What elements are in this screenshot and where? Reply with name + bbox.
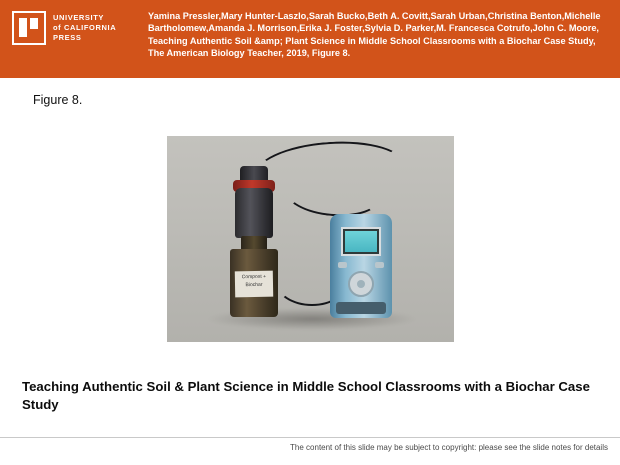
book-icon [12,11,46,45]
meter-button-left [338,262,347,268]
uc-press-logo [12,9,142,45]
logo-line-1: UNIVERSITY [53,13,105,22]
meter-directional-pad [348,271,374,297]
page-title: Teaching Authentic Soil & Plant Science in Middle School Classrooms with a Biochar Case Study [22,379,590,412]
meter-button-right [375,262,384,268]
uc-press-logo-text [53,9,116,43]
soil-respiration-meter [330,214,392,318]
meter-display-inner [345,231,377,252]
footer-divider [0,437,620,438]
logo-line-3: PRESS [53,33,82,42]
meter-base [336,302,386,314]
citation-text: Yamina Pressler,Mary Hunter-Laszlo,Sarah Bucko,Beth A. Covitt,Sarah Urban,Christina Benton,Michelle Bartholomew,Amanda J. Morrison,Erika J. Foster,Sylvia D. Parker,M. Francesca Cotrufo,John C. Moore, Teaching Authentic Soil &amp; Plant Science in Middle School Classrooms with a Biochar Case Study, The American Biology Teacher, 2019, Figure 8. [148,11,601,59]
publisher-header-banner [0,0,620,78]
logo-line-2: of CALIFORNIA [53,23,117,32]
meter-display-screen [341,227,381,256]
figure-image [167,136,454,342]
figure-label: Figure 8. [33,93,83,107]
sample-jar [230,249,278,317]
jar-label: Compost + Biochar [235,271,273,298]
probe-body [235,188,273,238]
copyright-notice: The content of this slide may be subject to copyright: please see the slide notes for details [290,443,608,452]
